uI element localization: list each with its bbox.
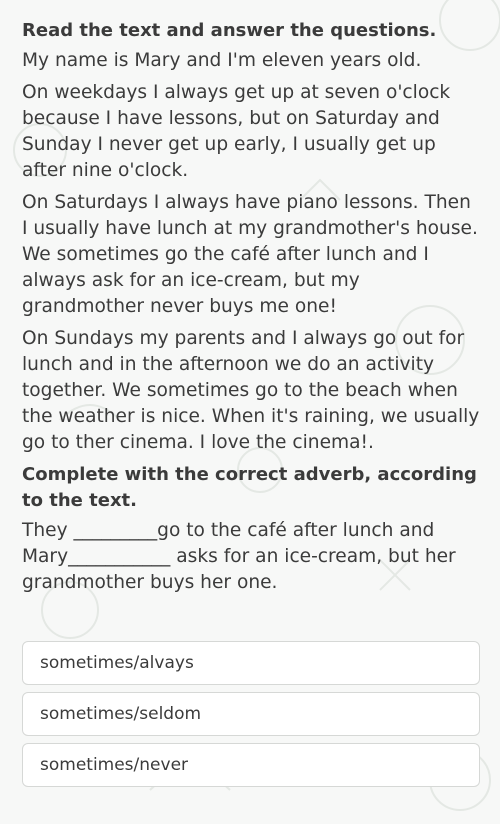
reading-section [22,18,482,602]
reading-paragraph-3: On Saturdays I always have piano lessons. Then I usually have lunch at my grandmother's house. We sometimes go the café after lunch and I always ask for an ice-cream, but my grandmother never buys me one! [22,192,478,317]
question-text: They _________go to the café after lunch and Mary___________ asks for an ice-cream, but her grandmother buys her one. [22,520,456,593]
reading-heading: Read the text and answer the questions. [22,20,437,41]
reading-paragraph-2: On weekdays I always get up at seven o'clock because I have lessons, but on Saturday and Sunday I never get up early, I usually get up after nine o'clock. [22,82,451,181]
answer-option-label: sometimes/alvays [40,653,194,673]
answer-option-1[interactable] [22,641,480,685]
answer-options [22,641,480,794]
answer-option-label: sometimes/never [40,755,189,775]
answer-option-2[interactable] [22,692,480,736]
answer-option-3[interactable] [22,743,480,787]
reading-paragraph-1: My name is Mary and I'm eleven years old. [22,50,422,71]
question-heading: Complete with the correct adverb, according to the text. [22,464,477,511]
answer-option-label: sometimes/seldom [40,704,202,724]
reading-paragraph-4: On Sundays my parents and I always go out for lunch and in the afternoon we do an activity together. We sometimes go to the beach when the weather is nice. When it's raining, we usually go to ther cinema. I love the cinema!. [22,328,480,453]
